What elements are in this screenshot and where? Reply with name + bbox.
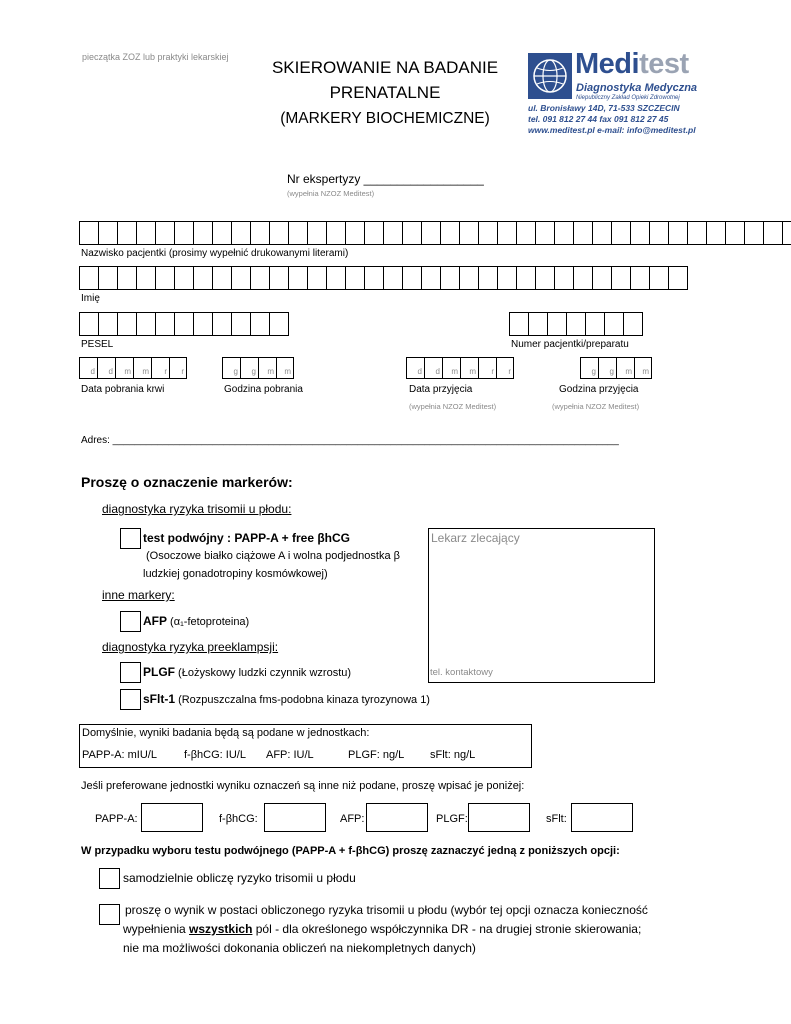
ordering-doctor-label: Lekarz zlecający xyxy=(431,531,520,545)
plgf-unit-label: PLGF: xyxy=(436,813,468,825)
sflt-label: sFlt-1 (Rozpuszczalna fms-podobna kinaza tyrozynowa 1) xyxy=(143,692,430,706)
afp-unit-input[interactable] xyxy=(366,803,428,832)
papp-unit-input[interactable] xyxy=(141,803,203,832)
calculated-risk-line-1: proszę o wynik w postaci obliczonego ryzyka trisomii u płodu (wybór tej opcji oznacza konieczność xyxy=(125,903,648,917)
calculated-risk-line-3: nie ma możliwości dokonania obliczeń na niekompletnych danych) xyxy=(123,941,476,955)
calculated-risk-line-2: wypełnienia wszystkich pól - dla określonego współczynnika DR - na drugiej stronie skierowania; xyxy=(123,922,642,936)
plgf-checkbox[interactable] xyxy=(120,662,141,683)
plgf-unit-input[interactable] xyxy=(468,803,530,832)
patient-number-boxes[interactable] xyxy=(509,312,643,336)
receipt-time-label: Godzina przyjęcia xyxy=(559,384,639,395)
logo-subtitle-2: Niepubliczny Zakład Opieki Zdrowotnej xyxy=(576,95,680,101)
address-field[interactable]: Adres: ___________________________________________________________________________________________ xyxy=(81,435,619,446)
double-test-desc-1: (Osoczowe białko ciążowe A i wolna podjednostka β xyxy=(146,550,400,562)
self-calculate-label: samodzielnie obliczę ryzyko trisomii u płodu xyxy=(123,871,356,885)
sflt-unit-label: sFlt: xyxy=(546,813,567,825)
calculated-risk-checkbox[interactable] xyxy=(99,904,120,925)
double-test-desc-2: ludzkiej gonadotropiny kosmówkowej) xyxy=(143,568,328,580)
preeclampsia-section-title: diagnostyka ryzyka preeklampsji: xyxy=(102,640,279,654)
patient-number-label: Numer pacjentki/preparatu xyxy=(511,339,629,350)
logo-wordmark: Meditest xyxy=(575,48,689,80)
title-line-2: PRENATALNE xyxy=(329,83,441,102)
unit-sflt: sFlt: ng/L xyxy=(430,749,476,761)
sflt-checkbox[interactable] xyxy=(120,689,141,710)
first-name-label: Imię xyxy=(81,293,100,304)
blood-date-label: Data pobrania krwi xyxy=(81,384,165,395)
ordering-doctor-box[interactable] xyxy=(428,528,655,683)
pesel-boxes[interactable] xyxy=(79,312,289,336)
blood-date-boxes[interactable]: d d m m r r xyxy=(79,357,187,379)
blood-time-label: Godzina pobrania xyxy=(224,384,303,395)
self-calculate-checkbox[interactable] xyxy=(99,868,120,889)
title-line-1: SKIEROWANIE NA BADANIE xyxy=(271,58,499,77)
fbhcg-unit-label: f-βhCG: xyxy=(219,813,258,825)
markers-heading: Proszę o oznaczenie markerów: xyxy=(81,474,293,490)
pesel-label: PESEL xyxy=(81,339,114,350)
expertise-number-field[interactable]: Nr ekspertyzy __________________ xyxy=(287,172,484,186)
logo-address: ul. Bronisławy 14D, 71-533 SZCZECIN xyxy=(528,103,680,113)
double-test-checkbox[interactable] xyxy=(120,528,141,549)
contact-phone-label: tel. kontaktowy xyxy=(430,667,493,678)
receipt-time-note: (wypełnia NZOZ Meditest) xyxy=(552,402,640,411)
unit-plgf: PLGF: ng/L xyxy=(348,749,405,761)
expertise-note: (wypełnia NZOZ Meditest) xyxy=(287,189,375,198)
preferred-units-text: Jeśli preferowane jednostki wyniku oznaczeń są inne niż podane, proszę wpisać je poniżej: xyxy=(81,780,525,792)
default-units-intro: Domyślnie, wyniki badania będą są podane w jednostkach: xyxy=(82,727,370,739)
default-units-box xyxy=(79,724,532,768)
afp-unit-label: AFP: xyxy=(340,813,365,825)
double-test-label: test podwójny : PAPP-A + free βhCG xyxy=(143,531,351,545)
double-test-options-heading: W przypadku wyboru testu podwójnego (PAPP-A + f-βhCG) proszę zaznaczyć jedną z poniższych opcji: xyxy=(81,845,620,857)
logo-web: www.meditest.pl e-mail: info@meditest.pl xyxy=(528,125,696,135)
receipt-time-boxes[interactable]: g g m m xyxy=(580,357,652,379)
unit-fbhcg: f-βhCG: IU/L xyxy=(184,749,246,761)
papp-unit-label: PAPP-A: xyxy=(95,813,138,825)
receipt-date-label: Data przyjęcia xyxy=(409,384,473,395)
receipt-date-boxes[interactable]: d d m m r r xyxy=(406,357,514,379)
title-line-3: (MARKERY BIOCHEMICZNE) xyxy=(280,110,490,127)
other-markers-section-title: inne markery: xyxy=(102,588,175,602)
logo-subtitle: Diagnostyka Medyczna xyxy=(576,82,698,94)
unit-papp: PAPP-A: mIU/L xyxy=(82,749,157,761)
globe-logo-icon xyxy=(528,53,572,99)
surname-boxes[interactable] xyxy=(79,221,791,245)
fbhcg-unit-input[interactable] xyxy=(264,803,326,832)
unit-afp: AFP: IU/L xyxy=(266,749,314,761)
surname-label: Nazwisko pacjentki (prosimy wypełnić drukowanymi literami) xyxy=(81,248,349,259)
afp-checkbox[interactable] xyxy=(120,611,141,632)
sflt-unit-input[interactable] xyxy=(571,803,633,832)
plgf-label: PLGF (Łożyskowy ludzki czynnik wzrostu) xyxy=(143,665,352,679)
stamp-note: pieczątka ZOZ lub praktyki lekarskiej xyxy=(82,52,229,62)
receipt-date-note: (wypełnia NZOZ Meditest) xyxy=(409,402,497,411)
blood-time-boxes[interactable]: g g m m xyxy=(222,357,294,379)
trisomy-section-title: diagnostyka ryzyka trisomii u płodu: xyxy=(102,502,292,516)
afp-label: AFP (α₁-fetoproteina) xyxy=(143,614,250,628)
logo-phone: tel. 091 812 27 44 fax 091 812 27 45 xyxy=(528,114,669,124)
first-name-boxes[interactable] xyxy=(79,266,688,290)
